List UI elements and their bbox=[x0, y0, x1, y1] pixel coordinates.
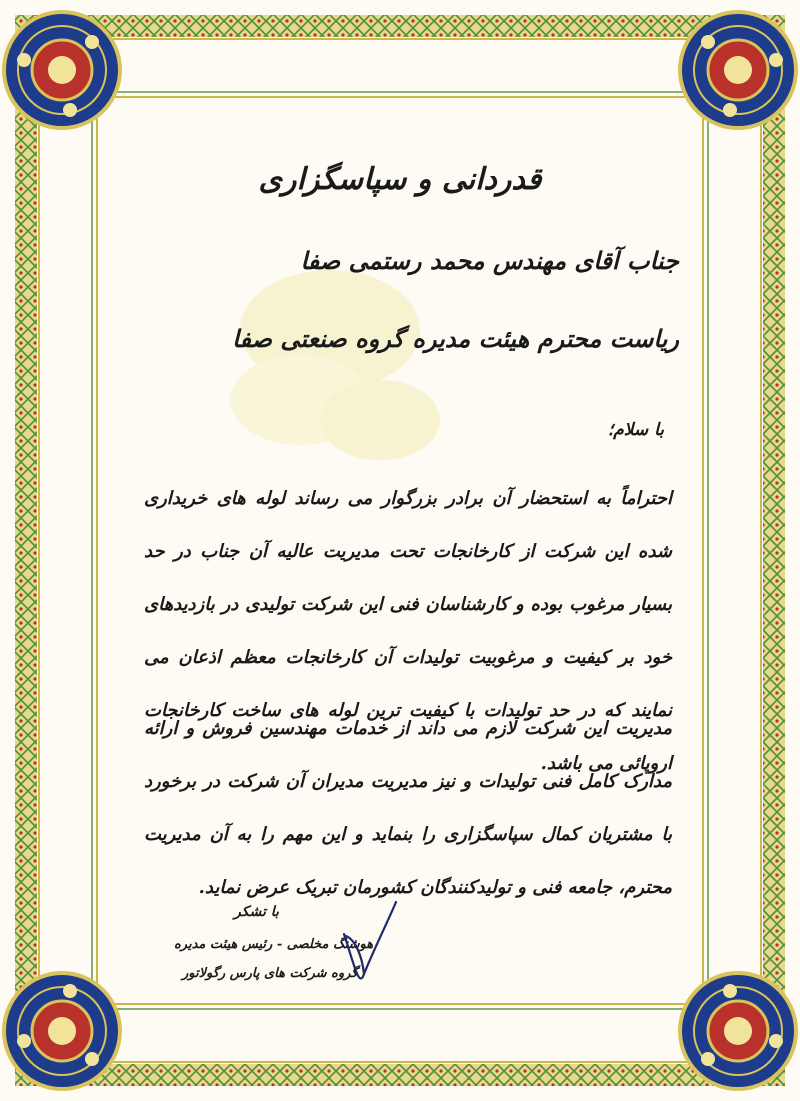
addressee-name: جناب آقای مهندس محمد رستمی صفا bbox=[300, 246, 679, 275]
body-paragraph-1: احتراماً به استحضار آن برادر بزرگوار می رساند لوله های خریداری شده این شرکت از کارخانجات تحت مدیریت عالیه آن جناب در حد بسیار مرغوب بوده و کارشناسان فنی این شرکت تولیدی در بازدیدهای خود بر کیفیت و مرغوبیت تولیدات آن کارخانجات معظم اذعان می نمایند که در حد تولیدات با کیفیت ترین لوله های ساخت کارخانجات اروپائی می باشد. bbox=[144, 488, 672, 774]
corner-rosette-top-right bbox=[680, 12, 796, 128]
body-paragraph-2: مدیریت این شرکت لازم می داند از خدمات مهندسین فروش و ارائه مدارک کامل فنی تولیدات و نیز مدیریت مدیران آن شرکت در برخورد با مشتریان کمال سپاسگزاری را بنماید و این مهم را به آن مدیریت محترم، جامعه فنی و تولیدکنندگان کشورمان تبریک عرض نماید. bbox=[144, 718, 672, 898]
certificate-page bbox=[104, 104, 696, 996]
greeting: با سلام؛ bbox=[607, 420, 664, 440]
closing-thanks: با تشکر bbox=[234, 904, 279, 920]
signer-company: گروه شرکت های پارس رگولاتور bbox=[182, 966, 358, 981]
signer-name: هوشنگ مخلصی - رئیس هیئت مدیره bbox=[174, 937, 374, 952]
certificate-title: قدردانی و سپاسگزاری bbox=[258, 162, 542, 197]
handwritten-signature bbox=[334, 894, 404, 994]
corner-rosette-top-left bbox=[4, 12, 120, 128]
addressee-position: ریاست محترم هیئت مدیره گروه صنعتی صفا bbox=[232, 324, 679, 353]
corner-rosette-bottom-left bbox=[4, 973, 120, 1089]
corner-rosette-bottom-right bbox=[680, 973, 796, 1089]
